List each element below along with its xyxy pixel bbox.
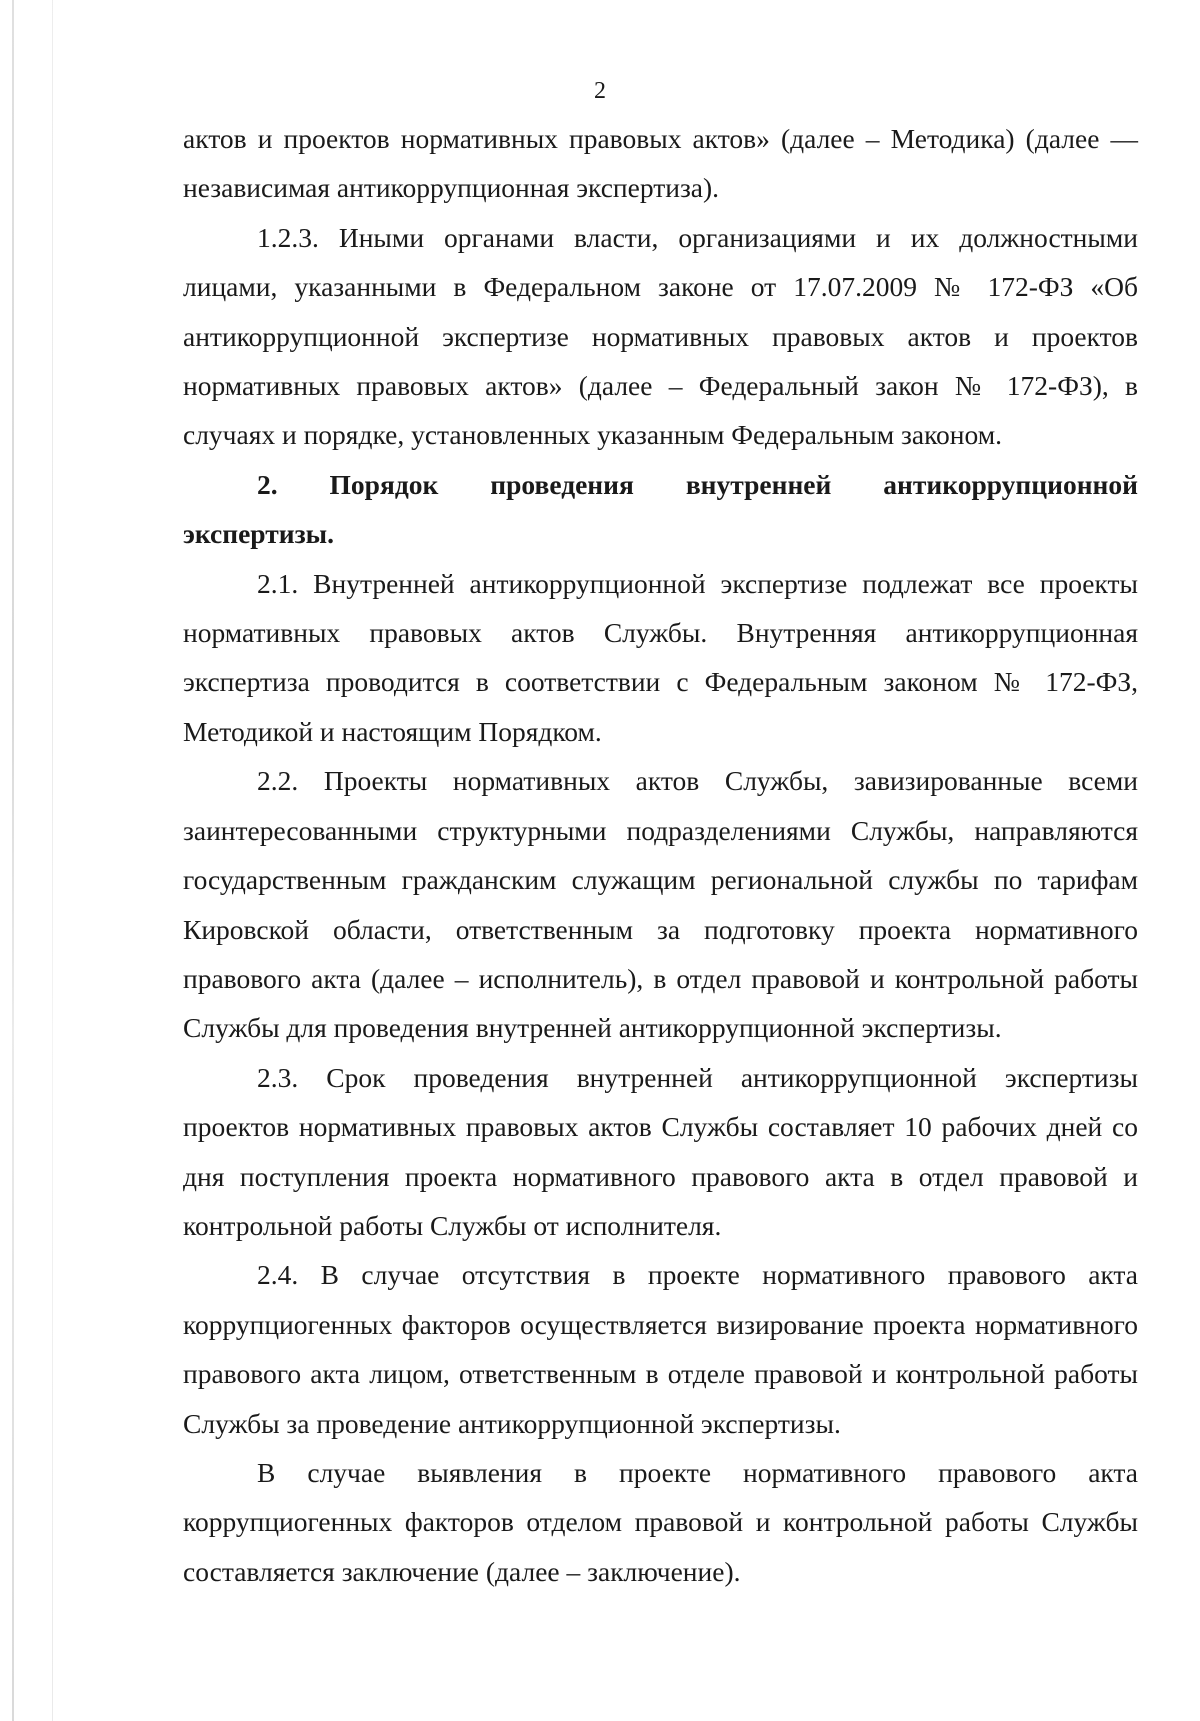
document-body <box>183 114 1138 1596</box>
paragraph-2-4: 2.4. В случае отсутствия в проекте нормативного правового акта коррупциогенных факторов осуществляется визирование проекта нормативного правового акта лицом, ответственным в отделе правовой и контрольной работы Службы за проведение антикоррупционной экспертизы. <box>183 1259 1138 1439</box>
paragraph-1-2-3: 1.2.3. Иными органами власти, организациями и их должностными лицами, указанными в Федеральном законе от 17.07.2009 № 172-ФЗ «Об антикоррупционной экспертизе нормативных правовых актов и проектов нормативных правовых актов» (далее – Федеральный закон № 172-ФЗ), в случаях и порядке, установленных указанным Федеральным законом. <box>183 221 1138 451</box>
paragraph-continuation: актов и проектов нормативных правовых актов» (далее – Методика) (далее — независимая антикоррупционная экспертиза). <box>183 123 1138 204</box>
paragraph-2-2: 2.2. Проекты нормативных актов Службы, завизированные всеми заинтересованными структурными подразделениями Службы, направляются государственным гражданским служащим региональной службы по тарифам Кировской области, ответственным за подготовку проекта нормативного правового акта (далее – исполнитель), в отдел правовой и контрольной работы Службы для проведения внутренней антикоррупционной экспертизы. <box>183 765 1138 1044</box>
heading-word: Порядок <box>329 468 439 500</box>
heading-tail: экспертизы. <box>183 518 334 550</box>
paragraph-2-1: 2.1. Внутренней антикоррупционной экспертизе подлежат все проекты нормативных правовых актов Службы. Внутренняя антикоррупционная экспертиза проводится в соответствии с Федеральным законом № 172-ФЗ, Методикой и настоящим Порядком. <box>183 567 1138 747</box>
heading-number: 2. <box>257 468 278 500</box>
page-number: 2 <box>594 78 606 104</box>
section-heading <box>183 460 1138 559</box>
heading-word: проведения <box>490 468 634 500</box>
heading-word: внутренней <box>685 468 832 500</box>
heading-word: антикоррупционной <box>883 468 1138 500</box>
paragraph-2-4-b: В случае выявления в проекте нормативного правового акта коррупциогенных факторов отделом правовой и контрольной работы Службы составляется заключение (далее – заключение). <box>183 1456 1138 1587</box>
scan-edge <box>52 0 53 1721</box>
scan-edge <box>12 0 14 1721</box>
paragraph-2-3: 2.3. Срок проведения внутренней антикоррупционной экспертизы проектов нормативных правовых актов Службы составляет 10 рабочих дней со дня поступления проекта нормативного правового акта в отдел правовой и контрольной работы Службы от исполнителя. <box>183 1061 1138 1241</box>
